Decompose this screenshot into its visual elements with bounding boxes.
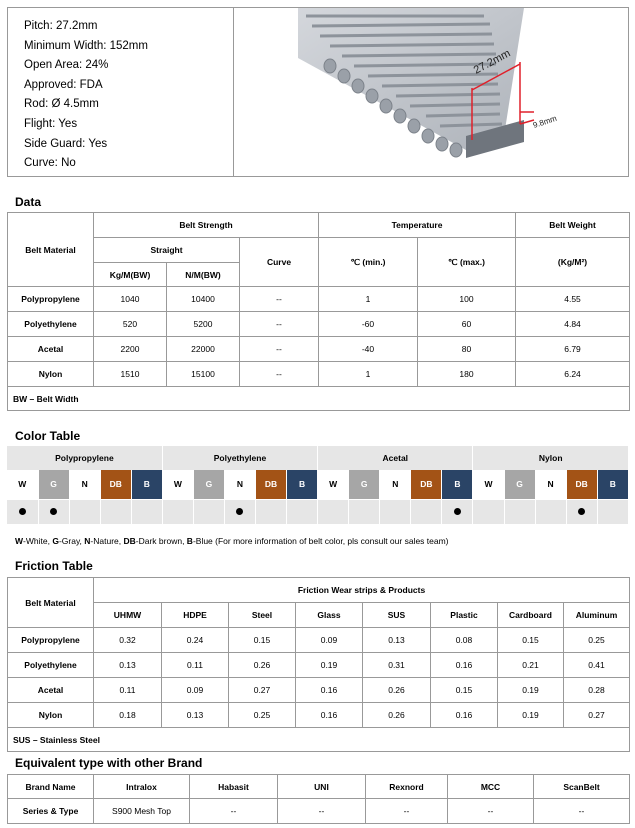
color-swatch-g: G xyxy=(504,470,535,499)
cell: 2200 xyxy=(94,337,167,362)
table-row xyxy=(8,337,630,362)
availability-cell xyxy=(193,499,224,524)
cell: 4.84 xyxy=(516,312,630,337)
spec-curve: Curve: No xyxy=(24,157,76,170)
row-material: Polypropylene xyxy=(8,287,94,312)
color-group-header: Nylon xyxy=(473,446,629,470)
row-material: Nylon xyxy=(8,703,94,728)
cell: 0.25 xyxy=(564,628,630,653)
spec-side-guard: Side Guard: Yes xyxy=(24,137,108,150)
cell: -- xyxy=(240,312,319,337)
legend-code: DB xyxy=(123,536,136,546)
friction-column-header: HDPE xyxy=(162,603,229,628)
cell: 0.15 xyxy=(229,628,296,653)
cell: 6.24 xyxy=(516,362,630,387)
cell: 180 xyxy=(418,362,516,387)
row-material: Polypropylene xyxy=(8,628,94,653)
cell: 0.18 xyxy=(94,703,162,728)
table-row xyxy=(8,678,630,703)
cell: 0.15 xyxy=(431,678,498,703)
cell: 0.16 xyxy=(431,703,498,728)
cell: 0.19 xyxy=(498,678,564,703)
brand-header: Habasit xyxy=(190,775,278,799)
header-temp-min: ℃ (min.) xyxy=(319,238,418,287)
cell: 0.16 xyxy=(296,678,363,703)
availability-cell xyxy=(566,499,597,524)
cell: 0.09 xyxy=(296,628,363,653)
brand-header: ScanBelt xyxy=(534,775,630,799)
legend-text: -Nature, xyxy=(90,536,124,546)
cell: 520 xyxy=(94,312,167,337)
cell: 0.19 xyxy=(296,653,363,678)
cell: 0.19 xyxy=(498,703,564,728)
availability-cell xyxy=(380,499,411,524)
color-swatch-w: W xyxy=(162,470,193,499)
cell: 4.55 xyxy=(516,287,630,312)
availability-cell xyxy=(131,499,162,524)
available-dot-icon xyxy=(50,508,57,515)
row-material: Acetal xyxy=(8,337,94,362)
equivalent-title: Equivalent type with other Brand xyxy=(15,756,203,770)
header-nm: N/M(BW) xyxy=(167,263,240,287)
available-dot-icon xyxy=(19,508,26,515)
color-swatch-g: G xyxy=(193,470,224,499)
spec-min-width: Minimum Width: 152mm xyxy=(24,39,148,52)
legend-text: -White, xyxy=(23,536,53,546)
cell: 0.09 xyxy=(162,678,229,703)
cell: 1 xyxy=(319,287,418,312)
availability-cell xyxy=(535,499,566,524)
color-swatch-n: N xyxy=(535,470,566,499)
cell: 0.32 xyxy=(94,628,162,653)
belt-illustration xyxy=(234,8,628,176)
cell: -- xyxy=(240,362,319,387)
cell: 1510 xyxy=(94,362,167,387)
bw-note: BW – Belt Width xyxy=(8,387,630,411)
cell: 22000 xyxy=(167,337,240,362)
color-swatch-db: DB xyxy=(100,470,131,499)
equivalent-table xyxy=(7,774,630,824)
header-weight-unit: (Kg/M²) xyxy=(516,238,630,287)
friction-table xyxy=(7,577,630,752)
brand-header: Rexnord xyxy=(366,775,448,799)
spec-box xyxy=(7,7,629,177)
cell: S900 Mesh Top xyxy=(94,799,190,824)
availability-cell xyxy=(69,499,100,524)
color-swatch-w: W xyxy=(318,470,349,499)
color-swatch-w: W xyxy=(473,470,504,499)
cell: 60 xyxy=(418,312,516,337)
cell: 5200 xyxy=(167,312,240,337)
color-swatch-db: DB xyxy=(256,470,287,499)
cell: 0.41 xyxy=(564,653,630,678)
table-row xyxy=(8,799,630,824)
cell: -- xyxy=(278,799,366,824)
friction-column-header: Glass xyxy=(296,603,363,628)
cell: 0.26 xyxy=(229,653,296,678)
legend-text: -Blue (For more information of belt color, pls consult our sales team) xyxy=(192,536,449,546)
availability-cell xyxy=(597,499,628,524)
table-row xyxy=(8,653,630,678)
color-legend xyxy=(15,536,449,546)
color-swatch-b: B xyxy=(597,470,628,499)
friction-column-header: Cardboard xyxy=(498,603,564,628)
row-material: Nylon xyxy=(8,362,94,387)
cell: 0.25 xyxy=(229,703,296,728)
cell: 0.31 xyxy=(363,653,431,678)
color-swatch-db: DB xyxy=(566,470,597,499)
friction-column-header: Aluminum xyxy=(564,603,630,628)
cell: 100 xyxy=(418,287,516,312)
cell: -- xyxy=(190,799,278,824)
legend-code: G xyxy=(52,536,59,546)
availability-cell xyxy=(38,499,69,524)
color-swatch-w: W xyxy=(7,470,38,499)
cell: 1040 xyxy=(94,287,167,312)
cell: 0.21 xyxy=(498,653,564,678)
availability-cell xyxy=(224,499,255,524)
data-table xyxy=(7,212,630,411)
header-temperature: Temperature xyxy=(319,213,516,238)
spec-open-area: Open Area: 24% xyxy=(24,59,109,72)
header-curve: Curve xyxy=(240,238,319,287)
availability-cell xyxy=(318,499,349,524)
header-belt-material: Belt Material xyxy=(8,213,94,287)
legend-code: B xyxy=(186,536,193,546)
cell: 0.15 xyxy=(498,628,564,653)
cell: 0.26 xyxy=(363,703,431,728)
spec-pitch: Pitch: 27.2mm xyxy=(24,20,98,32)
brand-header: Intralox xyxy=(94,775,190,799)
cell: -- xyxy=(240,287,319,312)
availability-cell xyxy=(256,499,287,524)
color-swatch-g: G xyxy=(349,470,380,499)
spec-list xyxy=(8,8,234,176)
table-row xyxy=(8,362,630,387)
availability-cell xyxy=(473,499,504,524)
availability-cell xyxy=(287,499,318,524)
friction-title: Friction Table xyxy=(15,559,93,573)
cell: -- xyxy=(448,799,534,824)
color-group-header: Polypropylene xyxy=(7,446,162,470)
color-swatch-db: DB xyxy=(411,470,442,499)
friction-column-header: UHMW xyxy=(94,603,162,628)
color-swatch-n: N xyxy=(380,470,411,499)
cell: 0.11 xyxy=(94,678,162,703)
cell: 0.08 xyxy=(431,628,498,653)
row-material: Acetal xyxy=(8,678,94,703)
row-label: Series & Type xyxy=(8,799,94,824)
cell: 0.11 xyxy=(162,653,229,678)
cell: -- xyxy=(534,799,630,824)
friction-column-header: Plastic xyxy=(431,603,498,628)
cell: -40 xyxy=(319,337,418,362)
legend-code: W xyxy=(15,536,24,546)
header-belt-strength: Belt Strength xyxy=(94,213,319,238)
cell: -60 xyxy=(319,312,418,337)
availability-cell xyxy=(162,499,193,524)
table-row xyxy=(8,628,630,653)
legend-code: N xyxy=(84,536,91,546)
cell: 1 xyxy=(319,362,418,387)
cell: -- xyxy=(366,799,448,824)
spec-rod: Rod: Ø 4.5mm xyxy=(24,98,99,111)
cell: 80 xyxy=(418,337,516,362)
cell: 0.16 xyxy=(431,653,498,678)
height-label: 9.8mm xyxy=(531,113,558,130)
available-dot-icon xyxy=(578,508,585,515)
header-temp-max: ℃ (max.) xyxy=(418,238,516,287)
cell: 10400 xyxy=(167,287,240,312)
cell: 0.26 xyxy=(363,678,431,703)
cell: 0.28 xyxy=(564,678,630,703)
availability-cell xyxy=(349,499,380,524)
pitch-label: 27.2mm xyxy=(471,47,513,77)
color-group-header: Polyethylene xyxy=(162,446,317,470)
table-row xyxy=(8,703,630,728)
availability-cell xyxy=(411,499,442,524)
row-material: Polyethylene xyxy=(8,312,94,337)
color-swatch-b: B xyxy=(287,470,318,499)
belt-product-image xyxy=(234,8,628,176)
cell: 6.79 xyxy=(516,337,630,362)
row-material: Polyethylene xyxy=(8,653,94,678)
cell: 0.16 xyxy=(296,703,363,728)
legend-text: -Gray, xyxy=(58,536,85,546)
availability-cell xyxy=(7,499,38,524)
available-dot-icon xyxy=(454,508,461,515)
header-belt-weight: Belt Weight xyxy=(516,213,630,238)
cell: -- xyxy=(240,337,319,362)
table-row xyxy=(8,312,630,337)
friction-column-header: Steel xyxy=(229,603,296,628)
color-swatch-b: B xyxy=(442,470,473,499)
cell: 0.13 xyxy=(94,653,162,678)
available-dot-icon xyxy=(236,508,243,515)
color-table-title: Color Table xyxy=(15,429,81,443)
color-swatch-g: G xyxy=(38,470,69,499)
availability-cell xyxy=(442,499,473,524)
color-swatch-b: B xyxy=(131,470,162,499)
color-swatch-n: N xyxy=(69,470,100,499)
cell: 0.13 xyxy=(363,628,431,653)
header-friction-group: Friction Wear strips & Products xyxy=(94,578,630,603)
cell: 0.27 xyxy=(564,703,630,728)
sus-note: SUS – Stainless Steel xyxy=(8,728,630,752)
header-belt-material: Belt Material xyxy=(8,578,94,628)
header-kg: Kg/M(BW) xyxy=(94,263,167,287)
brand-header: UNI xyxy=(278,775,366,799)
header-straight: Straight xyxy=(94,238,240,263)
availability-cell xyxy=(100,499,131,524)
friction-column-header: SUS xyxy=(363,603,431,628)
color-table xyxy=(7,446,629,524)
cell: 0.24 xyxy=(162,628,229,653)
spec-approved: Approved: FDA xyxy=(24,78,103,91)
brand-header: Brand Name xyxy=(8,775,94,799)
brand-header: MCC xyxy=(448,775,534,799)
legend-text: -Dark brown, xyxy=(135,536,187,546)
availability-cell xyxy=(504,499,535,524)
data-title: Data xyxy=(15,195,42,209)
color-group-header: Acetal xyxy=(318,446,473,470)
table-row xyxy=(8,287,630,312)
color-swatch-n: N xyxy=(224,470,255,499)
spec-flight: Flight: Yes xyxy=(24,117,78,130)
cell: 0.13 xyxy=(162,703,229,728)
cell: 0.27 xyxy=(229,678,296,703)
cell: 15100 xyxy=(167,362,240,387)
